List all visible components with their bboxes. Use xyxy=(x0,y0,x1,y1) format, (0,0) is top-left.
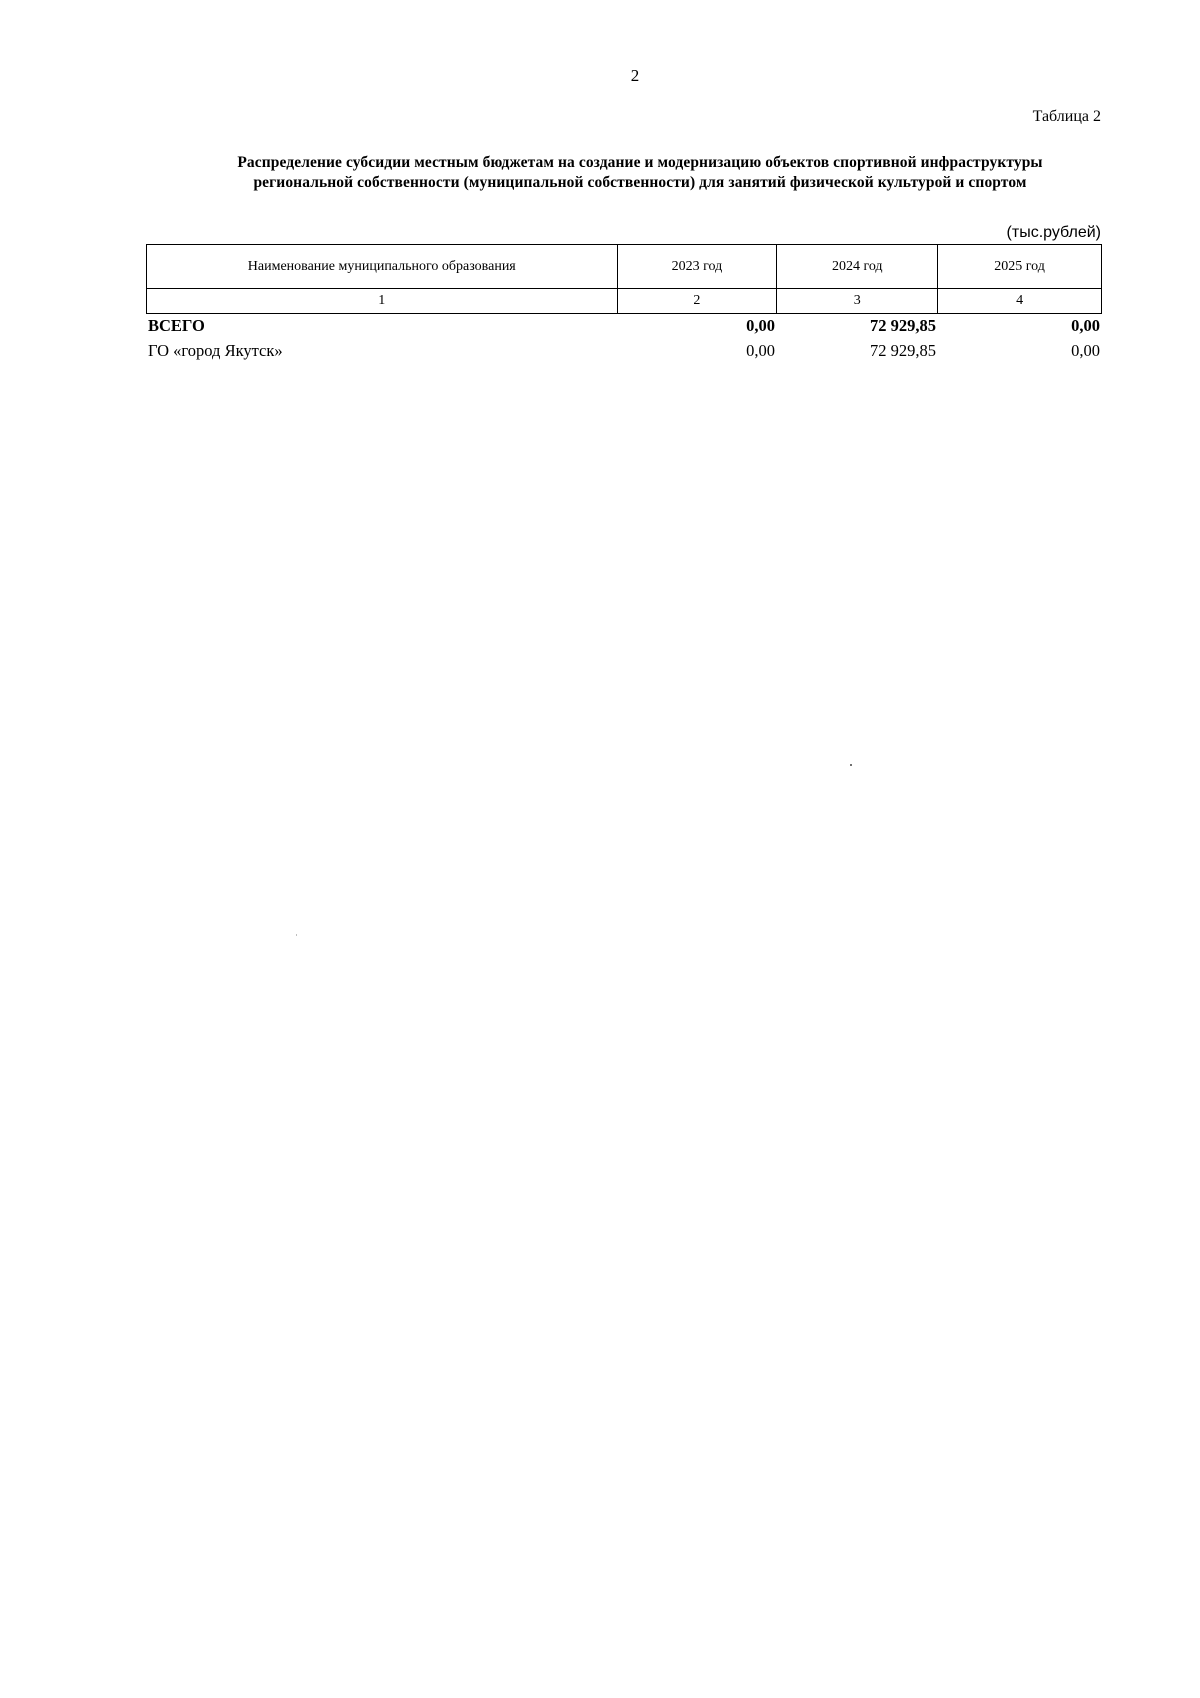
header-municipality: Наименование муниципального образования xyxy=(147,245,618,289)
table-header-row xyxy=(147,245,1102,289)
table-row-total xyxy=(146,313,1102,338)
column-number: 1 xyxy=(147,289,618,314)
value-2023: 0,00 xyxy=(746,315,775,335)
title-line-1: Распределение субсидии местным бюджетам на создание и модернизацию объектов спортивной инфраструктуры xyxy=(237,154,1043,171)
scan-speck xyxy=(850,764,852,766)
column-number: 3 xyxy=(777,289,938,314)
units-note: (тыс.рублей) xyxy=(1006,224,1101,241)
document-title xyxy=(150,153,1130,193)
row-name: ГО «город Якутск» xyxy=(148,340,283,360)
distribution-table-header xyxy=(146,244,1102,314)
column-number-row xyxy=(147,289,1102,314)
table-row xyxy=(146,338,1102,363)
table-caption: Таблица 2 xyxy=(1032,108,1101,125)
row-name: ВСЕГО xyxy=(148,315,205,335)
value-2025: 0,00 xyxy=(1071,340,1100,360)
page-number: 2 xyxy=(630,66,640,85)
scan-speck xyxy=(296,934,297,936)
value-2025: 0,00 xyxy=(1071,315,1100,335)
header-2024: 2024 год xyxy=(777,245,938,289)
distribution-table-body xyxy=(146,313,1102,363)
column-number: 2 xyxy=(617,289,777,314)
title-line-2: региональной собственности (муниципальной собственности) для занятий физической культурой и спортом xyxy=(253,174,1027,191)
header-2025: 2025 год xyxy=(938,245,1102,289)
value-2024: 72 929,85 xyxy=(870,315,936,335)
column-number: 4 xyxy=(938,289,1102,314)
header-2023: 2023 год xyxy=(617,245,777,289)
value-2024: 72 929,85 xyxy=(870,340,936,360)
value-2023: 0,00 xyxy=(746,340,775,360)
